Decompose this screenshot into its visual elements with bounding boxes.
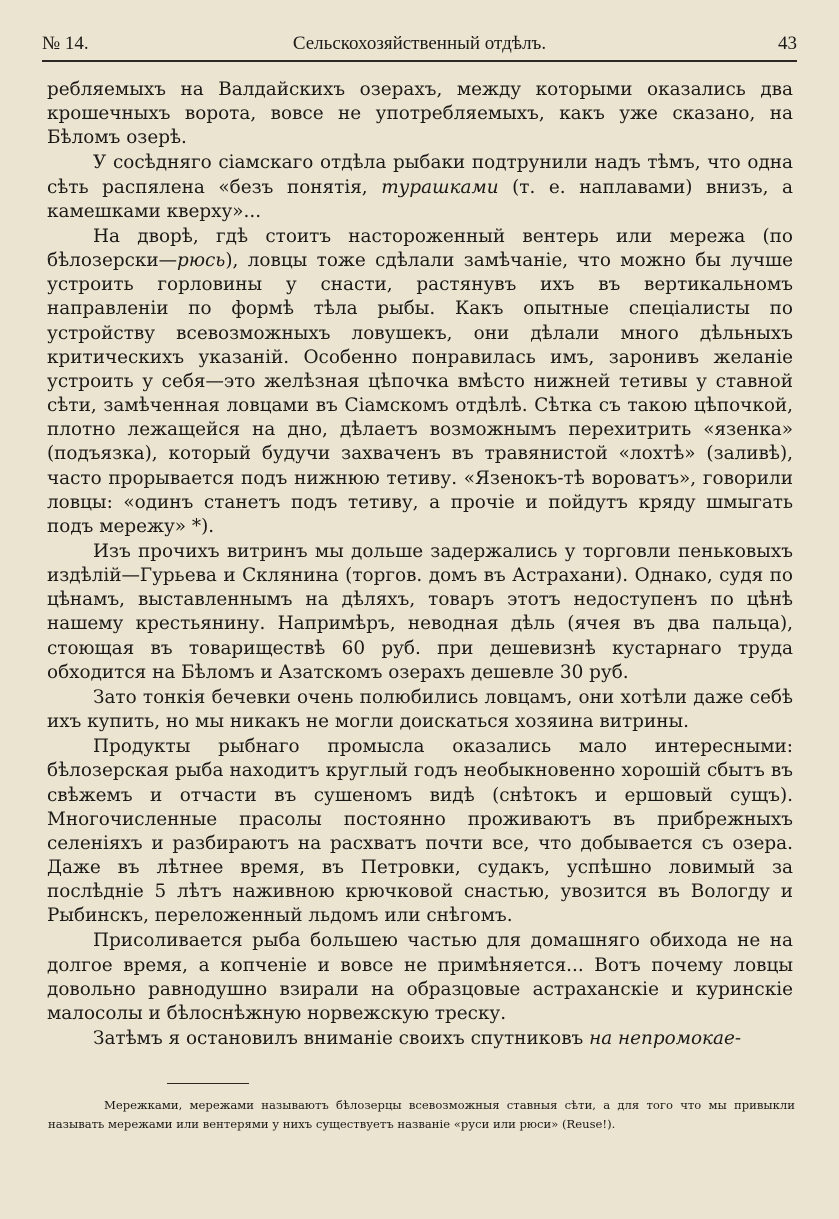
footnote-text: Мережками, мережами называютъ бѣлозерцы всевозможныя ставныя сѣти, а для того что мы привыкли называть мережами или вентерями у нихъ существуетъ названіе «руси или рюси» (Reuse!). xyxy=(48,1098,795,1131)
paragraph xyxy=(47,151,793,223)
paragraph xyxy=(47,1027,793,1051)
page-number: 43 xyxy=(778,33,797,54)
italic-term: рюсь xyxy=(177,250,226,272)
paragraph xyxy=(47,686,793,734)
text-run: Продукты рыбнаго промысла оказались мало интересными: бѣлозерская рыба находитъ круглый годъ необыкновенно хорошій сбытъ въ свѣжемъ и отчасти въ сушеномъ видѣ (снѣтокъ и ершовый сущъ). Многочисленные прасолы постоянно проживаютъ въ прибрежныхъ селеніяхъ и разбираютъ на расхватъ почти все, что добывается съ озера. Даже въ лѣтнее время, въ Петровки, судакъ, успѣшно ловимый за послѣдніе 5 лѣтъ наживною крючковой снастью, увозится въ Вологду и Рыбинскъ, переложенный льдомъ или снѣгомъ. xyxy=(47,736,793,927)
footnote xyxy=(48,1096,795,1134)
text-run: ребляемыхъ на Валдайскихъ озерахъ, между которыми оказались два крошечныхъ ворота, вовсе не употребляемыхъ, какъ уже сказано, на Бѣломъ озерѣ. xyxy=(47,79,793,149)
text-run: ), ловцы тоже сдѣлали замѣчаніе, что можно бы лучше устроить горловины у снасти, растянувъ ихъ въ вертикальномъ направленіи по формѣ тѣла рыбы. Какъ опытные спеціалисты по устройству всевозможныхъ ловушекъ, они дѣлали много дѣльныхъ критическихъ указаній. Особенно понравилась имъ, заронивъ желаніе устроить у себя—это желѣзная цѣпочка вмѣсто нижней тетивы у ставной сѣти, замѣченная ловцами въ Сіамскомъ отдѣлѣ. Сѣтка съ такою цѣпочкой, плотно лежащейся на дно, дѣлаетъ возможнымъ перехитрить «язенка» (подъязка), который будучи захваченъ въ травянистой «лохтѣ» (заливѣ), часто прорывается подъ нижнюю тетиву. «Язенокъ-тѣ вороватъ», говорили ловцы: «одинъ станетъ подъ тетиву, а прочіе и пойдутъ кряду шмыгать подъ мережу» *). xyxy=(47,250,793,537)
paragraph xyxy=(47,225,793,539)
footnote-divider xyxy=(167,1083,249,1084)
article-body xyxy=(47,78,793,1051)
italic-term: турашками xyxy=(381,176,499,198)
page-header xyxy=(42,28,797,62)
text-run: Затѣмъ я остановилъ вниманіе своихъ спутниковъ xyxy=(93,1028,590,1050)
paragraph xyxy=(47,929,793,1026)
issue-number: № 14. xyxy=(42,33,89,54)
text-run: Изъ прочихъ витринъ мы дольше задержались у торговли пеньковыхъ издѣлій—Гурьева и Склянина (торгов. домъ въ Астрахани). Однако, судя по цѣнамъ, выставленнымъ на дѣляхъ, товаръ этотъ недоступенъ по цѣнѣ нашему крестьянину. Напримѣръ, неводная дѣль (ячея въ два пальца), стоющая въ товариществѣ 60 руб. при дешевизнѣ кустарнаго труда обходится на Бѣломъ и Азатскомъ озерахъ дешевле 30 руб. xyxy=(47,540,793,683)
text-run: (т. е. наплавами) внизъ, а камешками кверху»... xyxy=(47,176,793,222)
text-run: На дворѣ, гдѣ стоитъ настороженный вентерь или мережа (по бѣлозерски— xyxy=(47,225,793,272)
text-run: У сосѣдняго сіамскаго отдѣла рыбаки подтрунили надъ тѣмъ, что одна сѣть распялена «безъ понятія, xyxy=(47,152,793,198)
paragraph xyxy=(47,78,793,150)
paragraph xyxy=(47,540,793,685)
section-title: Сельскохозяйственный отдѣлъ. xyxy=(292,33,547,54)
text-run: Зато тонкія бечевки очень полюбились ловцамъ, они хотѣли даже себѣ ихъ купить, но мы никакъ не могли доискаться хозяина витрины. xyxy=(47,686,793,733)
italic-term: на непромокае- xyxy=(589,1028,742,1050)
paragraph xyxy=(47,735,793,928)
text-run: Присоливается рыба большею частью для домашняго обихода не на долгое время, а копченіе и вовсе не примѣняется... Вотъ почему ловцы довольно равнодушно взирали на образцовые астраханскіе и куринскіе малосолы и бѣлоснѣжную норвежскую треску. xyxy=(47,930,793,1024)
